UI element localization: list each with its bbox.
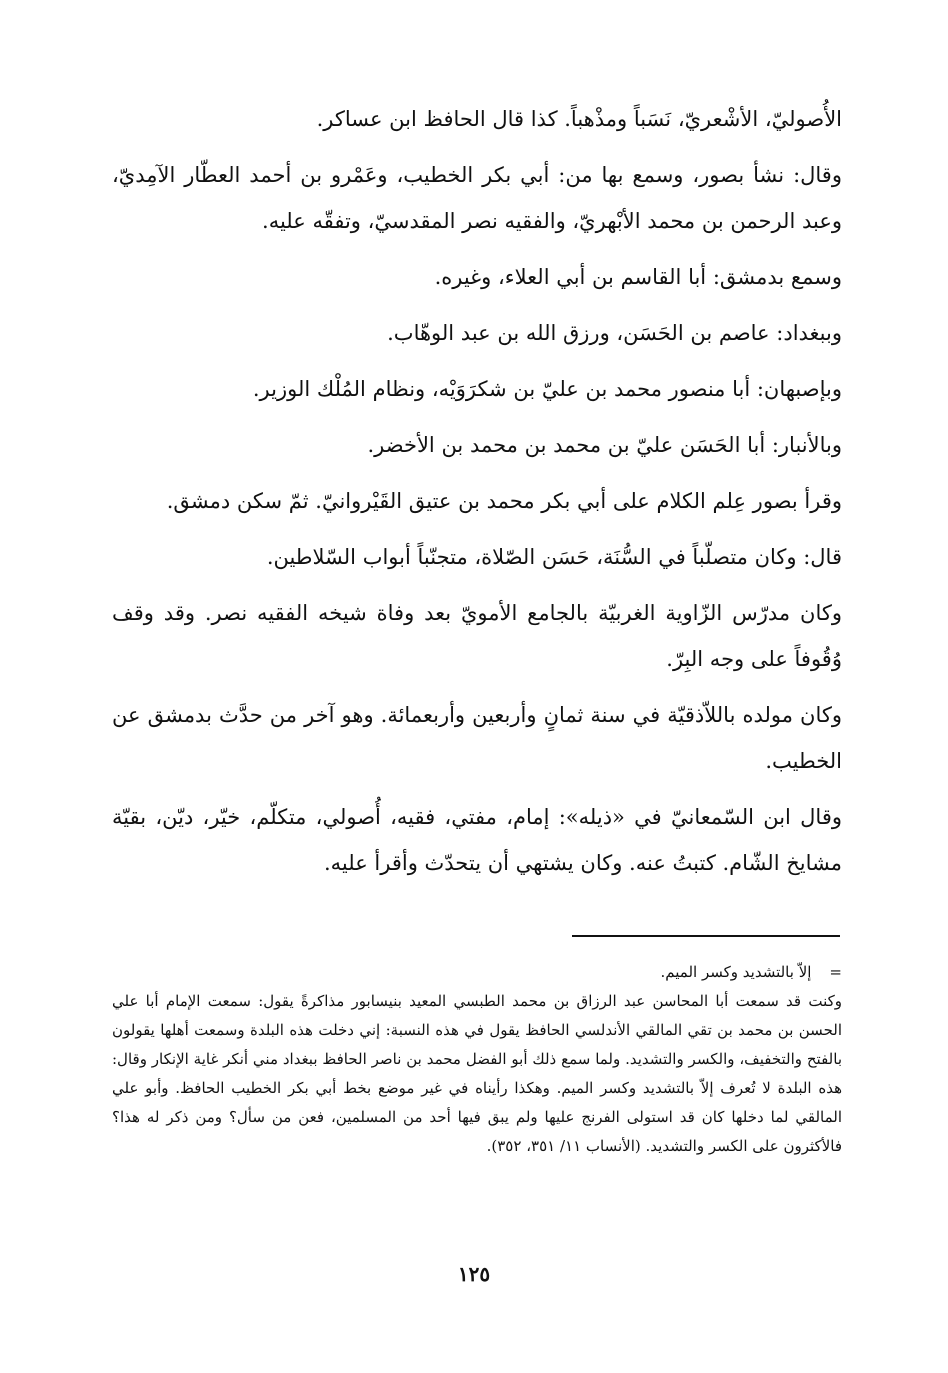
paragraph-4: وببغداد: عاصم بن الحَسَن، ورزق الله بن عبد الوهّاب. — [387, 321, 842, 345]
footnote-line-1: إلاّ بالتشديد وكسر الميم. — [660, 963, 812, 981]
footnote-paragraph-2: وكنت قد سمعت أبا المحاسن عبد الرزاق بن محمد الطبسي المعيد بنيسابور مذاكرةً يقول: سمعت الإمام أبا علي الحسن بن محمد بن تقي المالقي الأندلسي الحافظ يقول في هذه النسبة: إني دخلت هذه البلدة وسمعت أهلها يقولون بالفتح والتخفيف، والكسر والتشديد. ولما سمع ذلك أبو الفضل محمد بن ناصر الحافظ ببغداد مني أنكر غاية الإنكار وقال: هذه البلدة لا تُعرف إلاّ بالتشديد وكسر الميم. وهكذا رأيناه في غير موضع بخط أبي بكر الخطيب الحافظ. وأبو علي المالقي لما دخلها كان قد استولى الفرنج عليها ولم يبق فيها أحد من المسلمين، فعن من سأل؟ ومن ذكر له هذا؟ فالأكثرون على الكسر والتشديد. (الأنساب ١١/ ٣٥١، ٣٥٢). — [112, 992, 842, 1155]
footnotes — [112, 958, 842, 1161]
paragraph-1: الأُصوليّ، الأشْعريّ، نَسَباً ومذْهباً. كذا قال الحافظ ابن عساكر. — [316, 107, 842, 131]
footnote-separator — [572, 935, 840, 937]
paragraph-8: قال: وكان متصلّباً في السُّنَة، حَسَن الصّلاة، متجنّباً أبواب السّلاطين. — [266, 545, 842, 569]
paragraph-2: وقال: نشأ بصور، وسمع بها من: أبي بكر الخطيب، وعَمْرو بن أحمد العطّار الآمِديّ، وعبد الرحمن بن محمد الأبْهريّ، والفقيه نصر المقدسيّ، وتفقّه عليه. — [112, 163, 842, 233]
footnote-continuation-mark: = — [829, 963, 842, 981]
paragraph-5: وبإصبهان: أبا منصور محمد بن عليّ بن شكرَوَيْه، ونظام المُلْك الوزير. — [252, 377, 842, 401]
page-number: ١٢٥ — [457, 1262, 491, 1286]
paragraph-10: وكان مولده باللاّذقيّة في سنة ثمانٍ وأربعين وأربعمائة. وهو آخر من حدَّث بدمشق عن الخطيب. — [112, 703, 842, 773]
paragraph-9: وكان مدرّس الزّاوية الغربيّة بالجامع الأمويّ بعد وفاة شيخه الفقيه نصر. وقد وقف وُقُوفاً على وجه البِرّ. — [112, 601, 842, 671]
paragraph-7: وقرأ بصور عِلم الكلام على أبي بكر محمد بن عتيق القَيْروانيّ. ثمّ سكن دمشق. — [166, 489, 842, 513]
paragraph-3: وسمع بدمشق: أبا القاسم بن أبي العلاء، وغيره. — [434, 265, 842, 289]
paragraph-11: وقال ابن السّمعانيّ في «ذيله»: إمام، مفتي، فقيه، أُصولي، متكلّم، خيّر، ديّن، بقيّة مشايخ الشّام. كتبتُ عنه. وكان يشتهي أن يتحدّث وأقرأ عليه. — [112, 805, 842, 875]
paragraph-6: وبالأنبار: أبا الحَسَن عليّ بن محمد بن محمد بن الأخضر. — [367, 433, 842, 457]
main-text — [112, 96, 842, 896]
